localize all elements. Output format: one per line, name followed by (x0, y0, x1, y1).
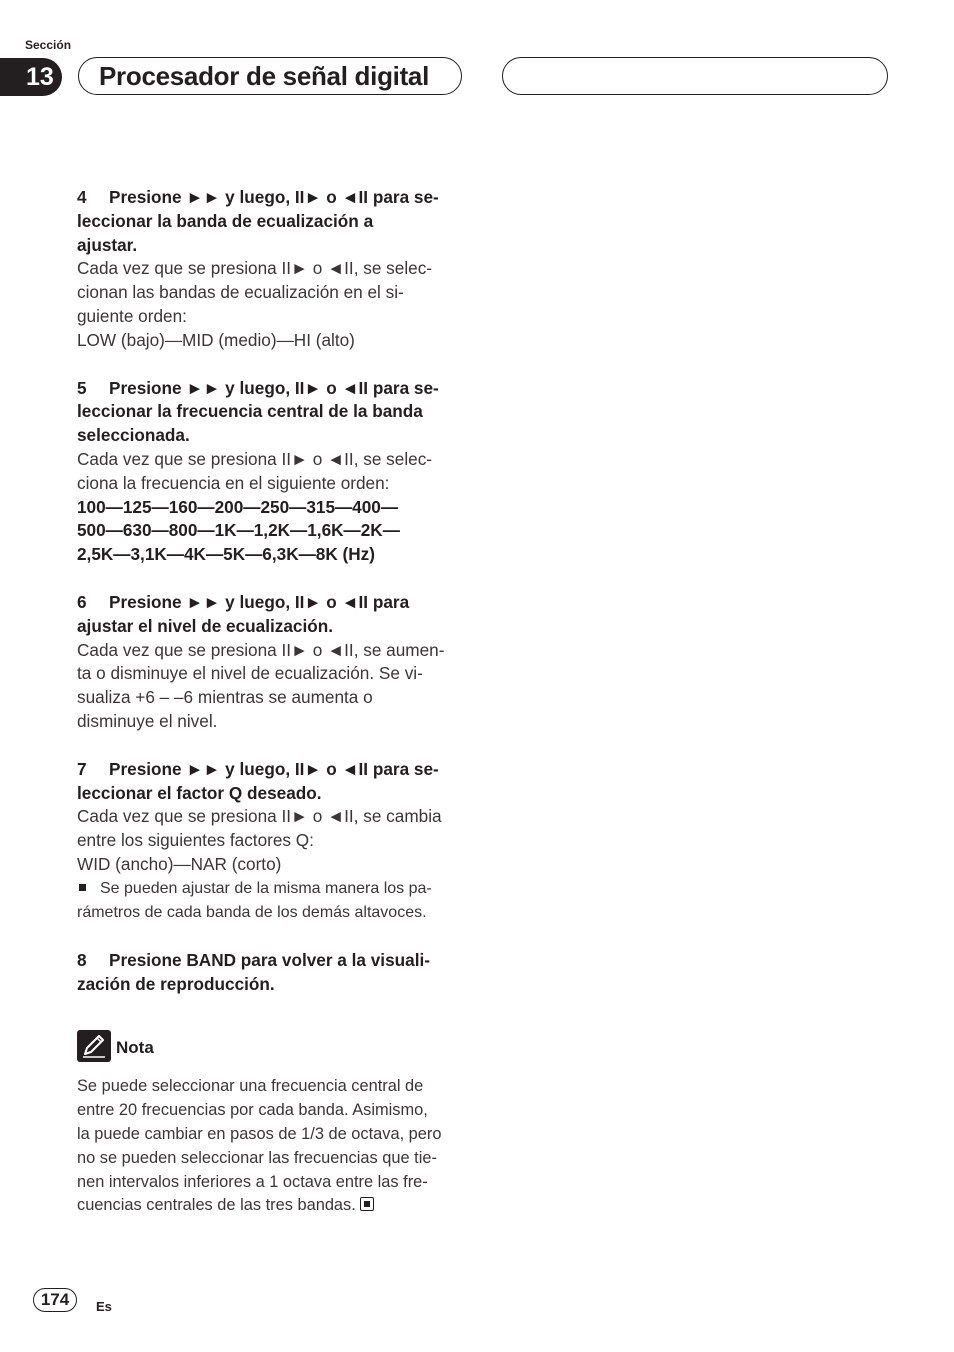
bullet-square-icon (79, 884, 86, 891)
step-7 (77, 758, 469, 925)
nota-header (77, 1030, 469, 1064)
step-4 (77, 186, 469, 353)
step-heading (77, 377, 469, 401)
step-heading-line: leccionar la banda de ecualización a (77, 210, 374, 231)
nota-line: cuencias centrales de las tres bandas. (77, 1196, 356, 1215)
step-8 (77, 949, 469, 997)
end-mark-icon (360, 1197, 374, 1211)
nota-line: nen intervalos inferiores a 1 octava entre las fre- (77, 1172, 428, 1191)
pencil-icon (77, 1030, 111, 1062)
step-number: 8 (77, 949, 87, 970)
section-number-badge: 13 (0, 58, 62, 96)
step-body-line: entre los siguientes factores Q: (77, 830, 314, 851)
step-body-line: cionan las bandas de ecualización en el si- (77, 282, 404, 303)
step-heading-line: Presione BAND para volver a la visuali- (109, 949, 430, 970)
step-heading-line: Presione ►► y luego, II► o ◄II para se- (109, 187, 439, 207)
step-heading-line: ajustar. (77, 234, 138, 255)
step-number: 5 (77, 377, 87, 398)
language-code: Es (96, 1299, 112, 1314)
step-heading-line: zación de reproducción. (77, 973, 275, 994)
step-body-line: sualiza +6 – –6 mientras se aumenta o (77, 687, 373, 708)
step-6 (77, 591, 469, 734)
step-heading (77, 186, 469, 210)
step-heading-line: ajustar el nivel de ecualización. (77, 615, 334, 636)
page-title: Procesador de señal digital (99, 61, 430, 91)
step-body-line: guiente orden: (77, 305, 187, 326)
bullet-note-text: Se pueden ajustar de la misma manera los pa- (100, 879, 432, 897)
step-body-line: ciona la frecuencia en el siguiente orden: (77, 472, 390, 493)
frequency-sequence: 500—630—800—1K—1,2K—1,6K—2K— (77, 520, 400, 541)
step-heading-line: Presione ►► y luego, II► o ◄II para se- (109, 758, 439, 779)
step-heading-line: seleccionada. (77, 425, 190, 446)
step-5 (77, 377, 469, 567)
right-header-box (502, 57, 888, 95)
nota-line: no se pueden seleccionar las frecuencias que tie- (77, 1148, 437, 1167)
step-heading-line: Presione ►► y luego, II► o ◄II para se- (109, 377, 439, 398)
main-content (77, 186, 469, 1218)
step-heading-line: leccionar la frecuencia central de la banda (77, 401, 423, 422)
page-number: 174 (33, 1288, 77, 1312)
step-heading-line: Presione ►► y luego, II► o ◄II para (109, 591, 410, 612)
step-body-line: Cada vez que se presiona II► o ◄II, se selec- (77, 448, 433, 469)
step-heading-line: leccionar el factor Q deseado. (77, 782, 322, 803)
step-body-line: disminuye el nivel. (77, 710, 218, 731)
frequency-sequence: 2,5K—3,1K—4K—5K—6,3K—8K (Hz) (77, 544, 375, 565)
step-number: 4 (77, 187, 87, 207)
nota-line: la puede cambiar en pasos de 1/3 de octava, pero (77, 1124, 442, 1143)
nota-line-last (77, 1194, 469, 1218)
step-body-line: Cada vez que se presiona II► o ◄II, se selec- (77, 258, 433, 279)
title-box (78, 57, 462, 95)
step-number: 7 (77, 758, 87, 779)
step-heading (77, 758, 469, 782)
step-body-line: Cada vez que se presiona II► o ◄II, se cambia (77, 806, 442, 827)
nota-text (77, 1075, 469, 1218)
step-body-line: ta o disminuye el nivel de ecualización. Se vi- (77, 663, 423, 684)
bullet-note (77, 877, 469, 901)
q-factor-sequence: WID (ancho)—NAR (corto) (77, 853, 282, 874)
nota-label: Nota (116, 1038, 154, 1058)
step-heading (77, 949, 469, 973)
nota-line: Se puede seleccionar una frecuencia central de (77, 1077, 424, 1096)
band-sequence: LOW (bajo)—MID (medio)—HI (alto) (77, 329, 355, 350)
step-heading (77, 591, 469, 615)
section-label: Sección (25, 38, 72, 52)
bullet-note-line: rámetros de cada banda de los demás altavoces. (77, 903, 427, 921)
frequency-sequence: 100—125—160—200—250—315—400— (77, 496, 399, 517)
step-body-line: Cada vez que se presiona II► o ◄II, se aumen- (77, 639, 445, 660)
nota-line: entre 20 frecuencias por cada banda. Asimismo, (77, 1101, 428, 1120)
step-number: 6 (77, 591, 87, 612)
